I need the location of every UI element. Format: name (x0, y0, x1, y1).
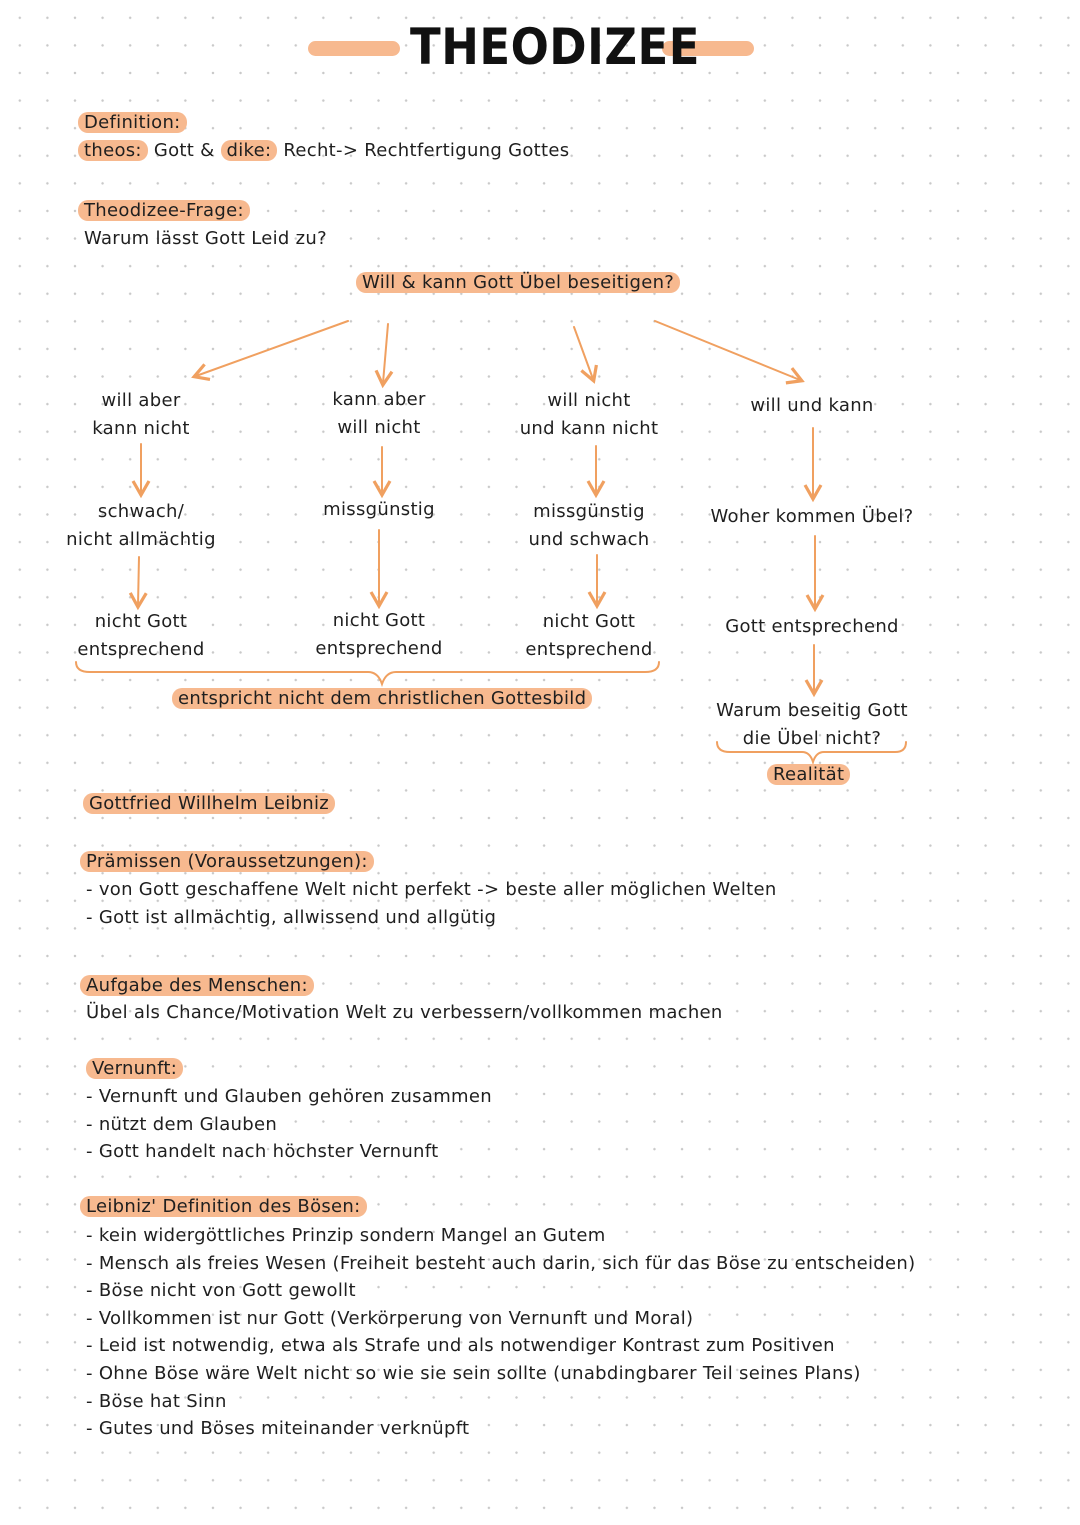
branch-1-result-line: entsprechend (77, 639, 205, 660)
branch-1-case (61, 387, 221, 443)
summary-brace (76, 662, 659, 684)
branch-3-case-line: und kann nicht (519, 418, 659, 439)
list-item: - nützt dem Glauben (86, 1113, 278, 1135)
branch-1-case-line: kann nicht (92, 418, 190, 439)
branch-4-question-line: die Übel nicht? (742, 728, 882, 749)
diagram-root: Will & kann Gott Übel beseitigen? (356, 272, 680, 293)
branch-1-trait (51, 498, 231, 554)
task-text: Übel als Chance/Motivation Welt zu verbessern/vollkommen machen (86, 1002, 723, 1023)
list-item: - Vernunft und Glauben gehören zusammen (86, 1086, 492, 1107)
branch-3-result (509, 608, 669, 664)
question-text: Warum lässt Gott Leid zu? (84, 228, 327, 249)
definition-heading: Definition: (78, 112, 187, 133)
branch-4-case-line: will und kann (750, 395, 874, 416)
reason-list (86, 1083, 492, 1166)
question-heading: Theodizee-Frage: (78, 200, 250, 221)
definition-term-dike: dike: (221, 140, 278, 161)
diagram-summary: entspricht nicht dem christlichen Gottesbild (172, 688, 592, 709)
list-item: - Böse hat Sinn (86, 1390, 227, 1412)
branch-3-trait (509, 498, 669, 554)
list-item: - Gott handelt nach höchster Vernunft (86, 1141, 439, 1163)
arrow-root-branch-2 (383, 324, 388, 383)
branch-2-result (299, 607, 459, 663)
branch-2-result-line: entsprechend (315, 638, 443, 659)
definition-text-gott: Gott & (153, 140, 215, 161)
task-heading-wrap (80, 975, 314, 996)
list-item: - Gutes und Böses miteinander verknüpft (86, 1418, 470, 1440)
definition-term-theos: theos: (78, 140, 148, 161)
arrow-root-branch-3 (574, 327, 593, 379)
definition-text-recht: Recht-> Rechtfertigung Gottes (283, 140, 570, 161)
reason-heading: Vernunft: (86, 1058, 183, 1079)
list-item: - Gott ist allmächtig, allwissend und allgütig (86, 906, 497, 928)
branch-4-trait (702, 503, 922, 531)
branch-3-case-line: will nicht (547, 390, 631, 411)
evil-list (86, 1222, 915, 1443)
realitaet-label: Realität (767, 764, 850, 785)
premises-heading-wrap (80, 851, 374, 872)
branch-1-trait-line: schwach/ (97, 501, 185, 522)
realitaet-wrap (767, 764, 850, 785)
summary-wrap (172, 688, 592, 709)
branch-4-trait-line: Woher kommen Übel? (710, 506, 914, 527)
task-heading: Aufgabe des Menschen: (80, 975, 314, 996)
branch-1-case-line: will aber (101, 390, 181, 411)
list-item: - Vollkommen ist nur Gott (Verkörperung von Vernunft und Moral) (86, 1307, 694, 1329)
branch-4-result-line: Gott entsprechend (725, 616, 899, 637)
leibniz-name: Gottfried Willhelm Leibniz (83, 793, 335, 814)
list-item: - kein widergöttliches Prinzip sondern Mangel an Gutem (86, 1225, 606, 1246)
branch-3-trait-line: missgünstig (533, 501, 645, 522)
premises-list (86, 876, 777, 931)
leibniz-name-wrap (83, 793, 335, 814)
evil-heading: Leibniz' Definition des Bösen: (80, 1196, 367, 1217)
list-item: - von Gott geschaffene Welt nicht perfekt -> beste aller möglichen Welten (86, 879, 777, 900)
branch-2-case-line: kann aber (332, 389, 426, 410)
branch-3-trait-line: und schwach (528, 529, 650, 550)
list-item: - Leid ist notwendig, etwa als Strafe und als notwendiger Kontrast zum Positiven (86, 1335, 835, 1357)
branch-2-case (299, 386, 459, 442)
page-title: THEODIZEE (410, 18, 700, 76)
branch-3-result-line: nicht Gott (542, 611, 636, 632)
evil-heading-wrap (80, 1196, 367, 1217)
branch-4-case (712, 392, 912, 420)
list-item: - Böse nicht von Gott gewollt (86, 1280, 356, 1302)
branch-3-case (499, 387, 679, 443)
branch-2-result-line: nicht Gott (332, 610, 426, 631)
branch-1-trait-line: nicht allmächtig (66, 529, 216, 550)
list-item: - Mensch als freies Wesen (Freiheit besteht auch darin, sich für das Böse zu entscheiden) (86, 1252, 916, 1274)
list-item: - Ohne Böse wäre Welt nicht so wie sie sein sollte (unabdingbarer Teil seines Plans) (86, 1362, 861, 1384)
arrow-root-branch-4 (655, 321, 800, 380)
branch-4-question-line: Warum beseitig Gott (716, 700, 908, 721)
branch-4-result (712, 613, 912, 641)
arrow-root-branch-1 (196, 321, 348, 376)
reason-heading-wrap (86, 1058, 183, 1079)
branch-2-trait-line: missgünstig (323, 499, 435, 520)
branch-1-result-line: nicht Gott (94, 611, 188, 632)
branch-1-result (61, 608, 221, 664)
branch-2-case-line: will nicht (337, 417, 421, 438)
arrow-b1-trait-result (138, 557, 139, 605)
branch-2-trait (299, 496, 459, 524)
premises-heading: Prämissen (Voraussetzungen): (80, 851, 374, 872)
branch-4-question (702, 697, 922, 753)
branch-3-result-line: entsprechend (525, 639, 653, 660)
